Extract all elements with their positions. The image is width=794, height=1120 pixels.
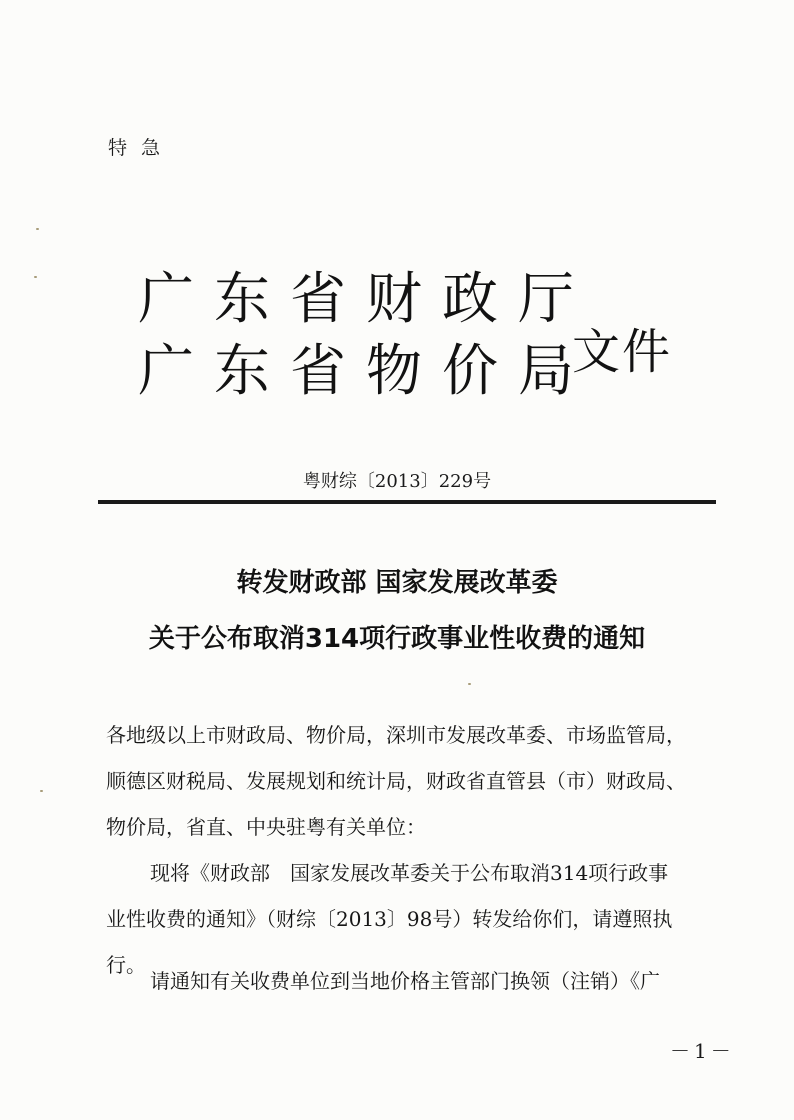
body-paragraph-2: [106, 958, 714, 1004]
issuer-price-bureau: 广东省物价局: [138, 339, 594, 404]
document-title-line-2: 关于公布取消314项行政事业性收费的通知: [148, 624, 646, 654]
addressee-line: 各地级以上市财政局、物价局，深圳市发展改革委、市场监管局，: [106, 723, 686, 747]
header-divider: [98, 500, 716, 504]
document-number: 粤财综〔2013〕229号: [302, 471, 492, 492]
addressee-block: [106, 712, 714, 850]
urgency-label: 特急: [108, 137, 175, 159]
paragraph-line: 请通知有关收费单位到当地价格主管部门换领（注销）《广: [150, 969, 660, 993]
document-type-suffix: 文件: [572, 324, 673, 380]
page-number: －1－: [670, 1039, 735, 1063]
scan-speck: [468, 683, 471, 685]
addressee-line: 物价局，省直、中央驻粤有关单位：: [106, 815, 426, 839]
addressee-line: 顺德区财税局、发展规划和统计局，财政省直管县（市）财政局、: [106, 769, 686, 793]
scan-speck: [36, 228, 39, 230]
issuer-finance-department: 广东省财政厅: [138, 267, 594, 332]
paragraph-line: 现将《财政部 国家发展改革委关于公布取消314项行政事: [150, 861, 669, 885]
scan-speck: [34, 276, 37, 278]
paragraph-line: 行。: [106, 953, 146, 977]
scan-speck: [40, 790, 43, 792]
document-title-line-1: 转发财政部 国家发展改革委: [236, 568, 558, 598]
paragraph-line: 业性收费的通知》（财综〔2013〕98号）转发给你们，请遵照执: [106, 907, 673, 931]
issuer-block: [138, 264, 594, 408]
